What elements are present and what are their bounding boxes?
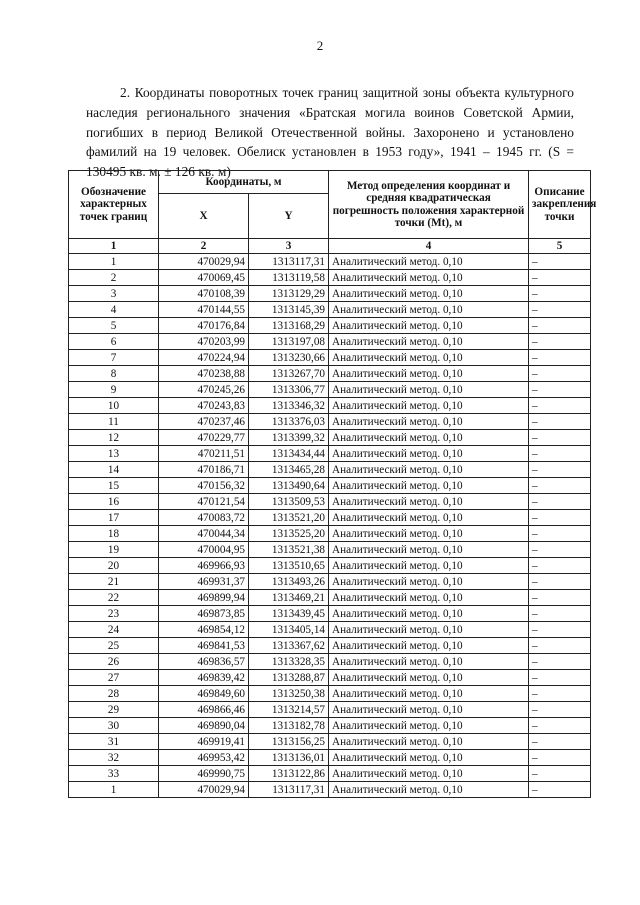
y-cell: 1313376,03: [249, 414, 329, 430]
y-cell: 1313367,62: [249, 638, 329, 654]
description-cell: –: [529, 718, 591, 734]
point-cell: 10: [69, 398, 159, 414]
x-cell: 470186,71: [159, 462, 249, 478]
method-cell: Аналитический метод. 0,10: [329, 686, 529, 702]
point-cell: 1: [69, 254, 159, 270]
column-number-5: 5: [529, 239, 591, 254]
table-row: [69, 462, 591, 478]
y-cell: 1313434,44: [249, 446, 329, 462]
x-cell: 469966,93: [159, 558, 249, 574]
table-row: [69, 414, 591, 430]
table-row: [69, 318, 591, 334]
point-cell: 29: [69, 702, 159, 718]
header-method: Метод определения координат и средняя квадратическая погрешность положения характерной точки (Mt), м: [329, 171, 529, 239]
table-row: [69, 286, 591, 302]
x-cell: 469931,37: [159, 574, 249, 590]
description-cell: –: [529, 622, 591, 638]
x-cell: 469849,60: [159, 686, 249, 702]
method-cell: Аналитический метод. 0,10: [329, 478, 529, 494]
y-cell: 1313306,77: [249, 382, 329, 398]
x-cell: 470069,45: [159, 270, 249, 286]
y-cell: 1313510,65: [249, 558, 329, 574]
x-cell: 470083,72: [159, 510, 249, 526]
method-cell: Аналитический метод. 0,10: [329, 590, 529, 606]
description-cell: –: [529, 382, 591, 398]
x-cell: 469841,53: [159, 638, 249, 654]
method-cell: Аналитический метод. 0,10: [329, 462, 529, 478]
point-cell: 19: [69, 542, 159, 558]
method-cell: Аналитический метод. 0,10: [329, 430, 529, 446]
table-row: [69, 430, 591, 446]
table-row: [69, 766, 591, 782]
y-cell: 1313493,26: [249, 574, 329, 590]
method-cell: Аналитический метод. 0,10: [329, 366, 529, 382]
method-cell: Аналитический метод. 0,10: [329, 574, 529, 590]
table-row: [69, 398, 591, 414]
point-cell: 27: [69, 670, 159, 686]
description-cell: –: [529, 350, 591, 366]
x-cell: 470237,46: [159, 414, 249, 430]
intro-paragraph: 2. Координаты поворотных точек границ защитной зоны объекта культурного наследия регионального значения «Братская могила воинов Советской Армии, погибших в период Великой Отечественной войны. Захоронено и установлено фамилий на 19 человек. Обелиск установлен в 1953 году», 1941 – 1945 гг. (S = 130495 кв. м. ± 126 кв. м): [86, 85, 574, 179]
method-cell: Аналитический метод. 0,10: [329, 414, 529, 430]
point-cell: 24: [69, 622, 159, 638]
x-cell: 469854,12: [159, 622, 249, 638]
y-cell: 1313521,38: [249, 542, 329, 558]
point-cell: 28: [69, 686, 159, 702]
description-cell: –: [529, 574, 591, 590]
table-row: [69, 782, 591, 798]
y-cell: 1313288,87: [249, 670, 329, 686]
method-cell: Аналитический метод. 0,10: [329, 270, 529, 286]
point-cell: 12: [69, 430, 159, 446]
y-cell: 1313521,20: [249, 510, 329, 526]
method-cell: Аналитический метод. 0,10: [329, 734, 529, 750]
x-cell: 470224,94: [159, 350, 249, 366]
method-cell: Аналитический метод. 0,10: [329, 622, 529, 638]
method-cell: Аналитический метод. 0,10: [329, 750, 529, 766]
method-cell: Аналитический метод. 0,10: [329, 542, 529, 558]
table-row: [69, 638, 591, 654]
description-cell: –: [529, 462, 591, 478]
description-cell: –: [529, 542, 591, 558]
table-row: [69, 558, 591, 574]
description-cell: –: [529, 318, 591, 334]
y-cell: 1313399,32: [249, 430, 329, 446]
method-cell: Аналитический метод. 0,10: [329, 334, 529, 350]
method-cell: Аналитический метод. 0,10: [329, 782, 529, 798]
description-cell: –: [529, 334, 591, 350]
y-cell: 1313328,35: [249, 654, 329, 670]
method-cell: Аналитический метод. 0,10: [329, 670, 529, 686]
table-row: [69, 350, 591, 366]
description-cell: –: [529, 446, 591, 462]
description-cell: –: [529, 590, 591, 606]
x-cell: 470044,34: [159, 526, 249, 542]
y-cell: 1313145,39: [249, 302, 329, 318]
y-cell: 1313230,66: [249, 350, 329, 366]
description-cell: –: [529, 398, 591, 414]
x-cell: 469953,42: [159, 750, 249, 766]
point-cell: 18: [69, 526, 159, 542]
method-cell: Аналитический метод. 0,10: [329, 286, 529, 302]
description-cell: –: [529, 286, 591, 302]
description-cell: –: [529, 366, 591, 382]
y-cell: 1313214,57: [249, 702, 329, 718]
x-cell: 470029,94: [159, 254, 249, 270]
point-cell: 20: [69, 558, 159, 574]
x-cell: 470229,77: [159, 430, 249, 446]
method-cell: Аналитический метод. 0,10: [329, 718, 529, 734]
method-cell: Аналитический метод. 0,10: [329, 766, 529, 782]
y-cell: 1313469,21: [249, 590, 329, 606]
table-row: [69, 654, 591, 670]
y-cell: 1313267,70: [249, 366, 329, 382]
header-coordinates: Координаты, м: [159, 171, 329, 194]
table-row: [69, 590, 591, 606]
description-cell: –: [529, 414, 591, 430]
description-cell: –: [529, 302, 591, 318]
method-cell: Аналитический метод. 0,10: [329, 558, 529, 574]
column-number-1: 1: [69, 239, 159, 254]
table-row: [69, 622, 591, 638]
table-row: [69, 526, 591, 542]
description-cell: –: [529, 766, 591, 782]
page-number: 2: [316, 38, 324, 53]
table-row: [69, 302, 591, 318]
y-cell: 1313439,45: [249, 606, 329, 622]
x-cell: 470121,54: [159, 494, 249, 510]
y-cell: 1313117,31: [249, 254, 329, 270]
point-cell: 14: [69, 462, 159, 478]
table-row: [69, 478, 591, 494]
x-cell: 470004,95: [159, 542, 249, 558]
x-cell: 469990,75: [159, 766, 249, 782]
description-cell: –: [529, 510, 591, 526]
y-cell: 1313182,78: [249, 718, 329, 734]
x-cell: 470156,32: [159, 478, 249, 494]
point-cell: 25: [69, 638, 159, 654]
header-description: Описание закрепления точки: [529, 171, 591, 239]
x-cell: 470203,99: [159, 334, 249, 350]
description-cell: –: [529, 558, 591, 574]
column-number-3: 3: [249, 239, 329, 254]
method-cell: Аналитический метод. 0,10: [329, 254, 529, 270]
method-cell: Аналитический метод. 0,10: [329, 350, 529, 366]
x-cell: 469873,85: [159, 606, 249, 622]
description-cell: –: [529, 670, 591, 686]
y-cell: 1313525,20: [249, 526, 329, 542]
method-cell: Аналитический метод. 0,10: [329, 638, 529, 654]
point-cell: 16: [69, 494, 159, 510]
x-cell: 470144,55: [159, 302, 249, 318]
point-cell: 22: [69, 590, 159, 606]
description-cell: –: [529, 638, 591, 654]
point-cell: 6: [69, 334, 159, 350]
method-cell: Аналитический метод. 0,10: [329, 702, 529, 718]
table-row: [69, 670, 591, 686]
point-cell: 9: [69, 382, 159, 398]
method-cell: Аналитический метод. 0,10: [329, 398, 529, 414]
table-row: [69, 606, 591, 622]
point-cell: 30: [69, 718, 159, 734]
description-cell: –: [529, 526, 591, 542]
method-cell: Аналитический метод. 0,10: [329, 318, 529, 334]
y-cell: 1313405,14: [249, 622, 329, 638]
point-cell: 17: [69, 510, 159, 526]
table-row: [69, 718, 591, 734]
header-point: Обозначение характерных точек границ: [69, 171, 159, 239]
description-cell: –: [529, 750, 591, 766]
description-cell: –: [529, 734, 591, 750]
description-cell: –: [529, 606, 591, 622]
y-cell: 1313117,31: [249, 782, 329, 798]
y-cell: 1313136,01: [249, 750, 329, 766]
point-cell: 2: [69, 270, 159, 286]
point-cell: 4: [69, 302, 159, 318]
header-x: X: [159, 194, 249, 239]
point-cell: 13: [69, 446, 159, 462]
point-cell: 31: [69, 734, 159, 750]
y-cell: 1313346,32: [249, 398, 329, 414]
x-cell: 469919,41: [159, 734, 249, 750]
method-cell: Аналитический метод. 0,10: [329, 382, 529, 398]
method-cell: Аналитический метод. 0,10: [329, 302, 529, 318]
table-row: [69, 510, 591, 526]
point-cell: 23: [69, 606, 159, 622]
point-cell: 5: [69, 318, 159, 334]
point-cell: 26: [69, 654, 159, 670]
point-cell: 8: [69, 366, 159, 382]
x-cell: 469836,57: [159, 654, 249, 670]
x-cell: 469866,46: [159, 702, 249, 718]
x-cell: 470176,84: [159, 318, 249, 334]
table-row: [69, 702, 591, 718]
y-cell: 1313509,53: [249, 494, 329, 510]
table-row: [69, 334, 591, 350]
table-row: [69, 542, 591, 558]
point-cell: 33: [69, 766, 159, 782]
table-body: [69, 254, 591, 798]
table-row: [69, 382, 591, 398]
method-cell: Аналитический метод. 0,10: [329, 510, 529, 526]
coordinates-table: [68, 170, 597, 798]
x-cell: 470245,26: [159, 382, 249, 398]
description-cell: –: [529, 654, 591, 670]
description-cell: –: [529, 478, 591, 494]
table-row: [69, 254, 591, 270]
table-row: [69, 446, 591, 462]
table-row: [69, 734, 591, 750]
y-cell: 1313129,29: [249, 286, 329, 302]
header-y: Y: [249, 194, 329, 239]
description-cell: –: [529, 702, 591, 718]
table-row: [69, 574, 591, 590]
column-number-2: 2: [159, 239, 249, 254]
x-cell: 469890,04: [159, 718, 249, 734]
x-cell: 470029,94: [159, 782, 249, 798]
y-cell: 1313490,64: [249, 478, 329, 494]
method-cell: Аналитический метод. 0,10: [329, 606, 529, 622]
x-cell: 469899,94: [159, 590, 249, 606]
description-cell: –: [529, 782, 591, 798]
column-number-4: 4: [329, 239, 529, 254]
x-cell: 469839,42: [159, 670, 249, 686]
description-cell: –: [529, 254, 591, 270]
y-cell: 1313465,28: [249, 462, 329, 478]
description-cell: –: [529, 430, 591, 446]
method-cell: Аналитический метод. 0,10: [329, 446, 529, 462]
table-row: [69, 686, 591, 702]
x-cell: 470238,88: [159, 366, 249, 382]
table-row: [69, 750, 591, 766]
x-cell: 470243,83: [159, 398, 249, 414]
method-cell: Аналитический метод. 0,10: [329, 526, 529, 542]
table-row: [69, 270, 591, 286]
description-cell: –: [529, 494, 591, 510]
y-cell: 1313119,58: [249, 270, 329, 286]
y-cell: 1313122,86: [249, 766, 329, 782]
table-row: [69, 494, 591, 510]
y-cell: 1313168,29: [249, 318, 329, 334]
point-cell: 21: [69, 574, 159, 590]
point-cell: 15: [69, 478, 159, 494]
point-cell: 1: [69, 782, 159, 798]
point-cell: 11: [69, 414, 159, 430]
point-cell: 3: [69, 286, 159, 302]
method-cell: Аналитический метод. 0,10: [329, 494, 529, 510]
y-cell: 1313156,25: [249, 734, 329, 750]
method-cell: Аналитический метод. 0,10: [329, 654, 529, 670]
point-cell: 32: [69, 750, 159, 766]
x-cell: 470211,51: [159, 446, 249, 462]
x-cell: 470108,39: [159, 286, 249, 302]
y-cell: 1313197,08: [249, 334, 329, 350]
description-cell: –: [529, 270, 591, 286]
description-cell: –: [529, 686, 591, 702]
table-row: [69, 366, 591, 382]
point-cell: 7: [69, 350, 159, 366]
y-cell: 1313250,38: [249, 686, 329, 702]
